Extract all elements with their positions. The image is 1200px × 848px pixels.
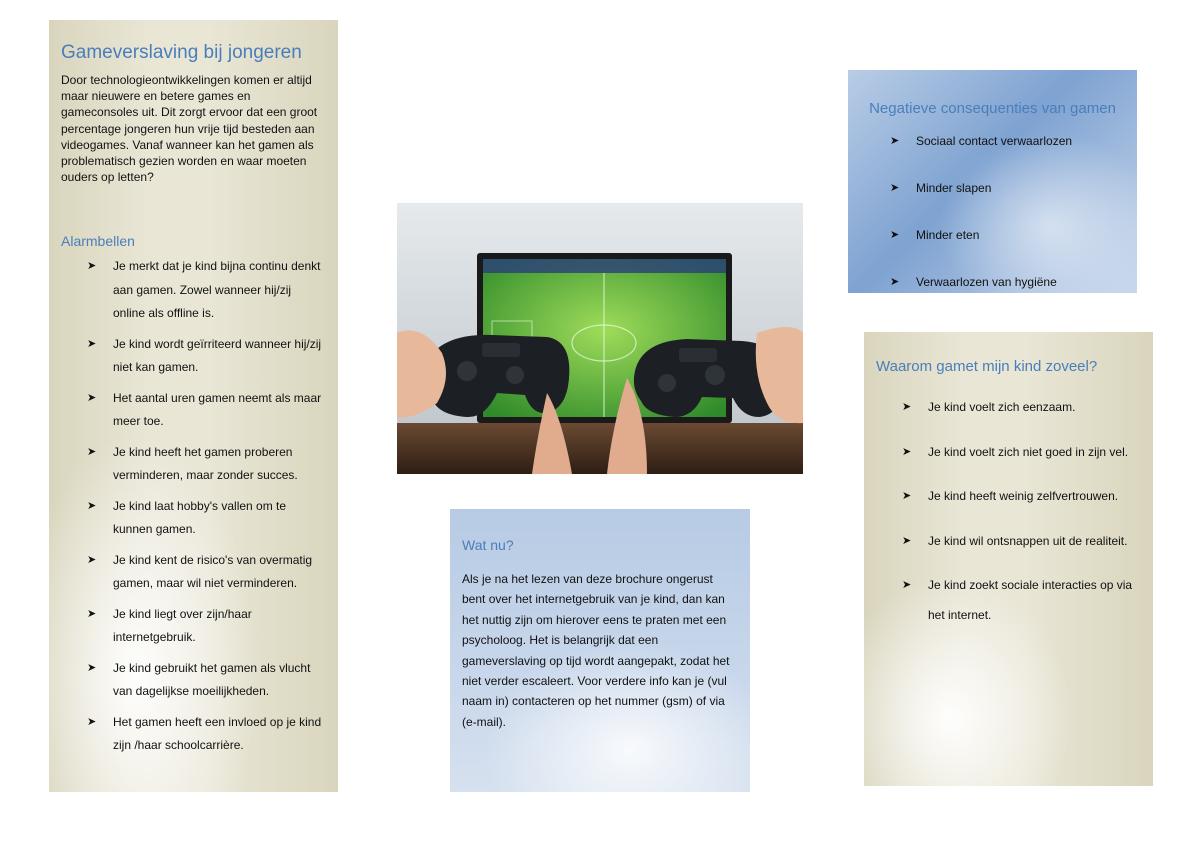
panel-waarom-gamet (864, 332, 1153, 786)
arrow-bullet-icon: ➤ (902, 401, 912, 413)
arrow-bullet-icon: ➤ (87, 661, 97, 674)
list-item: ➤ Sociaal contact verwaarlozen (890, 131, 1137, 151)
list-item: ➤ Je kind wordt geïrriteerd wanneer hij/zij niet kan gamen. (87, 333, 326, 380)
list-item: ➤ Je kind wil ontsnappen uit de realiteit. (902, 527, 1141, 557)
page-title: Gameverslaving bij jongeren (61, 42, 302, 63)
arrow-bullet-icon: ➤ (87, 337, 97, 350)
arrow-bullet-icon: ➤ (87, 553, 97, 566)
negatieve-list (890, 131, 1137, 292)
list-item: ➤ Je kind kent de risico's van overmatig gamen, maar wil niet verminderen. (87, 549, 326, 596)
alarmbellen-heading: Alarmbellen (61, 233, 135, 250)
list-item: ➤ Het aantal uren gamen neemt als maar meer toe. (87, 387, 326, 434)
list-item: ➤ Je kind gebruikt het gamen als vlucht van dagelijkse moeilijkheden. (87, 657, 326, 704)
arrow-bullet-icon: ➤ (87, 607, 97, 620)
list-item: ➤ Je merkt dat je kind bijna continu denkt aan gamen. Zowel wanneer hij/zij online als offline is. (87, 255, 326, 326)
controllers-illustration (397, 203, 803, 474)
arrow-bullet-icon: ➤ (902, 445, 912, 458)
gaming-controllers-photo (397, 203, 803, 474)
intro-text: Door technologieontwikkelingen komen er altijd maar nieuwere en betere games en gameconsoles uit. Dit zorgt ervoor dat een groot percentage jongeren hun vrije tijd besteden aan videogames. Vanaf wanneer kan het gamen als problematisch gezien worden en waar moeten ouders op letten? (61, 73, 318, 185)
list-item: ➤ Verwaarlozen van hygiëne (890, 272, 1137, 292)
list-item: ➤ Je kind liegt over zijn/haar internetgebruik. (87, 603, 326, 650)
arrow-bullet-icon: ➤ (890, 229, 900, 241)
waarom-list (902, 393, 1141, 630)
wat-nu-text: Als je na het lezen van deze brochure ongerust bent over het internetgebruik van je kind, dan kan het nuttig zijn om hierover eens te praten met een psycholoog. Het is belangrijk dat een gameverslaving op tijd wordt aangepakt, zodat het niet verder escaleert. Voor verdere info kan je (vul naam in) contacteren op het nummer (gsm) of via (e-mail). (462, 572, 730, 729)
list-item: ➤ Minder slapen (890, 178, 1137, 198)
list-item: ➤ Je kind heeft weinig zelfvertrouwen. (902, 482, 1141, 512)
list-item: ➤ Je kind voelt zich niet goed in zijn vel. (902, 438, 1141, 468)
list-item: ➤ Minder eten (890, 225, 1137, 245)
list-item: ➤ Je kind laat hobby's vallen om te kunnen gamen. (87, 495, 326, 542)
arrow-bullet-icon: ➤ (902, 579, 912, 591)
arrow-bullet-icon: ➤ (890, 276, 900, 288)
list-item: ➤ Je kind zoekt sociale interacties op via het internet. (902, 571, 1141, 630)
alarmbellen-list (87, 255, 326, 758)
arrow-bullet-icon: ➤ (902, 490, 912, 502)
negatieve-heading: Negatieve consequenties van gamen (869, 100, 1116, 117)
arrow-bullet-icon: ➤ (87, 260, 97, 273)
panel-negatieve-consequenties (848, 70, 1137, 293)
list-item: ➤ Je kind voelt zich eenzaam. (902, 393, 1141, 423)
arrow-bullet-icon: ➤ (87, 391, 97, 404)
arrow-bullet-icon: ➤ (902, 534, 912, 547)
arrow-bullet-icon: ➤ (890, 182, 900, 194)
arrow-bullet-icon: ➤ (890, 135, 900, 147)
waarom-heading: Waarom gamet mijn kind zoveel? (876, 358, 1098, 375)
arrow-bullet-icon: ➤ (87, 715, 97, 728)
panel-gameverslaving (49, 20, 338, 792)
list-item: ➤ Je kind heeft het gamen proberen verminderen, maar zonder succes. (87, 441, 326, 488)
arrow-bullet-icon: ➤ (87, 445, 97, 458)
wat-nu-heading: Wat nu? (462, 537, 514, 553)
arrow-bullet-icon: ➤ (87, 499, 97, 512)
panel-wat-nu (450, 509, 750, 792)
list-item: ➤ Het gamen heeft een invloed op je kind zijn /haar schoolcarrière. (87, 711, 326, 758)
